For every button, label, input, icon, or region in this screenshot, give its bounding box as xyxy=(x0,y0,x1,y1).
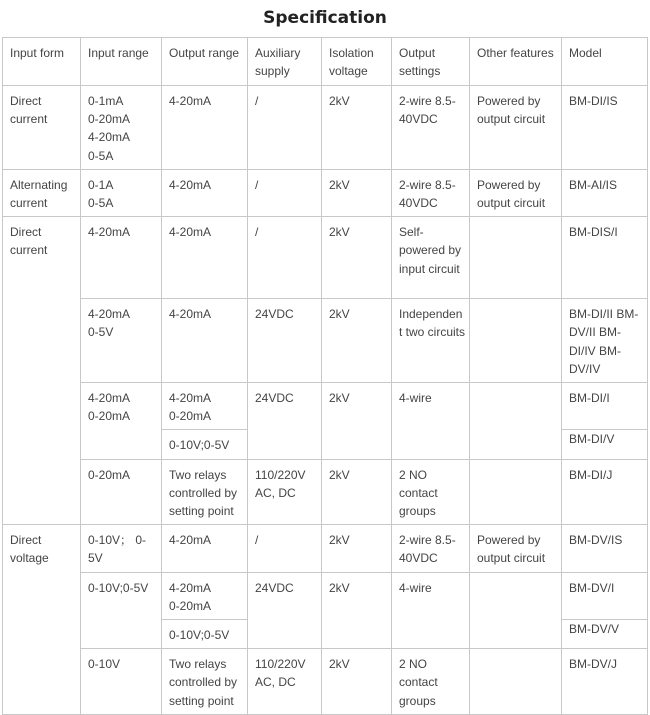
cell-model: BM-DV/J xyxy=(562,649,648,715)
cell-model: BM-DV/I xyxy=(562,572,648,619)
cell-model: BM-DI/V xyxy=(562,430,648,459)
cell-output-range: 4-20mA xyxy=(162,169,248,216)
cell-output-range: 4-20mA xyxy=(162,299,248,383)
cell-output-settings: Independent two circuits xyxy=(392,299,470,383)
cell-output-range: 0-10V;0-5V xyxy=(162,430,248,459)
cell-other-features xyxy=(470,383,562,460)
cell-model: BM-DI/J xyxy=(562,459,648,525)
cell-isolation-voltage: 2kV xyxy=(322,572,392,649)
cell-auxiliary-supply: 110/220V AC, DC xyxy=(248,649,322,715)
cell-input-range: 0-1A 0-5A xyxy=(81,169,162,216)
table-row xyxy=(3,217,648,299)
cell-model: BM-DI/II BM-DV/II BM-DI/IV BM-DV/IV xyxy=(562,299,648,383)
cell-auxiliary-supply: 24VDC xyxy=(248,299,322,383)
cell-auxiliary-supply: 24VDC xyxy=(248,383,322,460)
cell-input-range: 0-1mA 0-20mA 4-20mA 0-5A xyxy=(81,86,162,170)
cell-input-range: 0-10V;0-5V xyxy=(81,572,162,649)
cell-isolation-voltage: 2kV xyxy=(322,217,392,299)
cell-isolation-voltage: 2kV xyxy=(322,525,392,572)
cell-isolation-voltage: 2kV xyxy=(322,299,392,383)
cell-isolation-voltage: 2kV xyxy=(322,459,392,525)
table-row xyxy=(3,525,648,572)
cell-output-settings: Self-powered by input circuit xyxy=(392,217,470,299)
cell-other-features: Powered by output circuit xyxy=(470,169,562,216)
header-cell-auxiliary-supply: Auxiliary supply xyxy=(248,38,322,86)
header-cell-model: Model xyxy=(562,38,648,86)
cell-output-settings: 4-wire xyxy=(392,383,470,460)
cell-other-features xyxy=(470,299,562,383)
header-cell-input-form: Input form xyxy=(3,38,81,86)
header-row xyxy=(3,38,648,86)
cell-auxiliary-supply: / xyxy=(248,86,322,170)
cell-other-features xyxy=(470,649,562,715)
cell-other-features xyxy=(470,459,562,525)
cell-isolation-voltage: 2kV xyxy=(322,649,392,715)
header-cell-output-settings: Output settings xyxy=(392,38,470,86)
table-row xyxy=(3,383,648,430)
cell-input-range: 4-20mA xyxy=(81,217,162,299)
cell-model: BM-DV/V xyxy=(562,620,648,649)
cell-auxiliary-supply: / xyxy=(248,169,322,216)
cell-model: BM-DI/I xyxy=(562,383,648,430)
cell-output-settings: 2-wire 8.5-40VDC xyxy=(392,525,470,572)
cell-auxiliary-supply: 24VDC xyxy=(248,572,322,649)
specification-table xyxy=(2,37,648,715)
cell-output-range: 0-10V;0-5V xyxy=(162,620,248,649)
cell-auxiliary-supply: / xyxy=(248,525,322,572)
table-row xyxy=(3,169,648,216)
cell-input-range: 4-20mA 0-5V xyxy=(81,299,162,383)
cell-model: BM-AI/IS xyxy=(562,169,648,216)
cell-input-form: Direct current xyxy=(3,217,81,525)
header-cell-isolation-voltage: Isolation voltage xyxy=(322,38,392,86)
table-row xyxy=(3,649,648,715)
cell-other-features xyxy=(470,217,562,299)
cell-model: BM-DI/IS xyxy=(562,86,648,170)
header-cell-output-range: Output range xyxy=(162,38,248,86)
cell-model: BM-DV/IS xyxy=(562,525,648,572)
cell-input-range: 0-20mA xyxy=(81,459,162,525)
cell-input-form: Direct current xyxy=(3,86,81,170)
cell-isolation-voltage: 2kV xyxy=(322,169,392,216)
table-row xyxy=(3,299,648,383)
cell-output-range: Two relays controlled by setting point xyxy=(162,459,248,525)
cell-output-range: 4-20mA xyxy=(162,217,248,299)
cell-auxiliary-supply: / xyxy=(248,217,322,299)
cell-output-settings: 2-wire 8.5-40VDC xyxy=(392,86,470,170)
cell-output-settings: 2 NO contact groups xyxy=(392,649,470,715)
cell-model: BM-DIS/I xyxy=(562,217,648,299)
cell-other-features: Powered by output circuit xyxy=(470,525,562,572)
cell-output-settings: 2 NO contact groups xyxy=(392,459,470,525)
cell-output-range: 4-20mA xyxy=(162,86,248,170)
table-row xyxy=(3,459,648,525)
cell-auxiliary-supply: 110/220V AC, DC xyxy=(248,459,322,525)
cell-output-settings: 2-wire 8.5-40VDC xyxy=(392,169,470,216)
cell-isolation-voltage: 2kV xyxy=(322,383,392,460)
table-row xyxy=(3,572,648,619)
cell-input-range: 0-10V xyxy=(81,649,162,715)
page-title: Specification xyxy=(263,8,387,28)
cell-isolation-voltage: 2kV xyxy=(322,86,392,170)
table-row xyxy=(3,86,648,170)
cell-output-range: 4-20mA 0-20mA xyxy=(162,383,248,430)
header-cell-other-features: Other features xyxy=(470,38,562,86)
cell-output-range: 4-20mA xyxy=(162,525,248,572)
cell-output-range: 4-20mA 0-20mA xyxy=(162,572,248,619)
cell-input-range: 0-10V； 0-5V xyxy=(81,525,162,572)
cell-output-range: Two relays controlled by setting point xyxy=(162,649,248,715)
cell-input-form: Alternating current xyxy=(3,169,81,216)
cell-input-form: Direct voltage xyxy=(3,525,81,715)
cell-input-range: 4-20mA 0-20mA xyxy=(81,383,162,460)
cell-other-features xyxy=(470,572,562,649)
cell-output-settings: 4-wire xyxy=(392,572,470,649)
header-cell-input-range: Input range xyxy=(81,38,162,86)
cell-other-features: Powered by output circuit xyxy=(470,86,562,170)
